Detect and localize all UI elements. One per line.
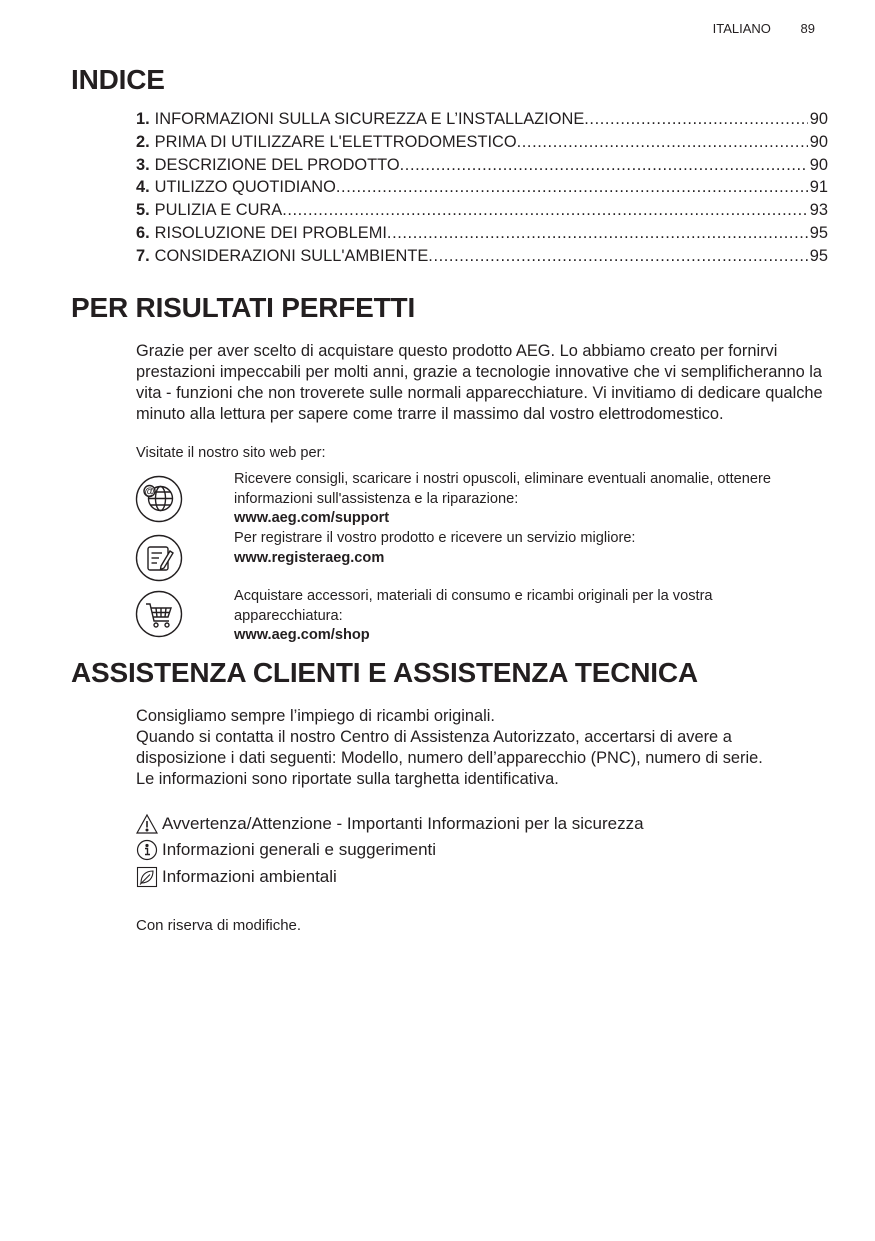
info-icon [136, 839, 158, 861]
page-header [713, 21, 815, 36]
visit-text: Visitate il nostro sito web per: [136, 445, 326, 461]
service-support: Ricevere consigli, scaricare i nostri opuscoli, eliminare eventuali anomalie, ottenere informazioni sull'assistenza e la riparazione: www.aeg.com/support [234, 470, 814, 529]
toc-item[interactable]: 6. RISOLUZIONE DEI PROBLEMI ..... 95 [136, 224, 828, 247]
globe-at-icon [135, 475, 183, 523]
shopping-cart-icon [135, 590, 183, 638]
assistenza-title: ASSISTENZA CLIENTI E ASSISTENZA TECNICA [71, 657, 698, 688]
page-number: 89 [800, 21, 815, 36]
register-link[interactable]: www.registeraeg.com [234, 549, 385, 566]
toc-item[interactable]: 5. PULIZIA E CURA ..... 93 [136, 201, 828, 224]
assistenza-paragraph-3: Le informazioni sono riportate sulla targhetta identificativa. [136, 770, 559, 788]
perfetti-title: PER RISULTATI PERFETTI [71, 292, 416, 323]
legend-warning: Avvertenza/Attenzione - Importanti Informazioni per la sicurezza [136, 813, 644, 835]
table-of-contents [136, 110, 828, 270]
indice-title: INDICE [71, 64, 165, 95]
warning-triangle-icon [136, 813, 158, 835]
toc-item[interactable]: 1. INFORMAZIONI SULLA SICUREZZA E L’INSTALLAZIONE ..... 90 [136, 110, 828, 133]
toc-item[interactable]: 7. CONSIDERAZIONI SULL'AMBIENTE ..... 95 [136, 247, 828, 270]
shop-link[interactable]: www.aeg.com/shop [234, 627, 370, 643]
legend-environment: Informazioni ambientali [136, 866, 337, 888]
footer-note: Con riserva di modifiche. [136, 917, 302, 934]
language-label: ITALIANO [712, 21, 771, 36]
toc-item[interactable]: 2. PRIMA DI UTILIZZARE L'ELETTRODOMESTICO ..... 90 [136, 133, 828, 156]
assistenza-text [136, 706, 826, 790]
toc-item[interactable]: 4. UTILIZZO QUOTIDIANO ..... 91 [136, 178, 828, 201]
legend-info: Informazioni generali e suggerimenti [136, 839, 436, 861]
register-form-icon [135, 534, 183, 582]
leaf-icon [136, 866, 158, 888]
assistenza-paragraph-2: Quando si contatta il nostro Centro di Assistenza Autorizzato, accertarsi di avere a disposizione i dati seguenti: Modello, numero dell’apparecchio (PNC), numero di serie. [136, 728, 763, 767]
svg-text:@: @ [144, 486, 155, 498]
support-link[interactable]: www.aeg.com/support [234, 510, 390, 526]
service-shop: Acquistare accessori, materiali di consumo e ricambi originali per la vostra apparecchiatura: www.aeg.com/shop [234, 587, 814, 646]
assistenza-paragraph-1: Consigliamo sempre l’impiego di ricambi originali. [136, 707, 495, 725]
intro-paragraph: Grazie per aver scelto di acquistare questo prodotto AEG. Lo abbiamo creato per fornirvi prestazioni impeccabili per molti anni, grazie a tecnologie innovative che vi semplificheranno la vita - funzioni che non troverete sulle normali apparecchiature. Vi invitiamo di dedicare qualche minuto alla lettura per sapere come trarre il massimo dal vostro elettrodomestico. [136, 342, 823, 423]
service-register: Per registrare il vostro prodotto e ricevere un servizio migliore: www.registeraeg.com [234, 529, 814, 568]
toc-item[interactable]: 3. DESCRIZIONE DEL PRODOTTO ..... 90 [136, 156, 828, 179]
